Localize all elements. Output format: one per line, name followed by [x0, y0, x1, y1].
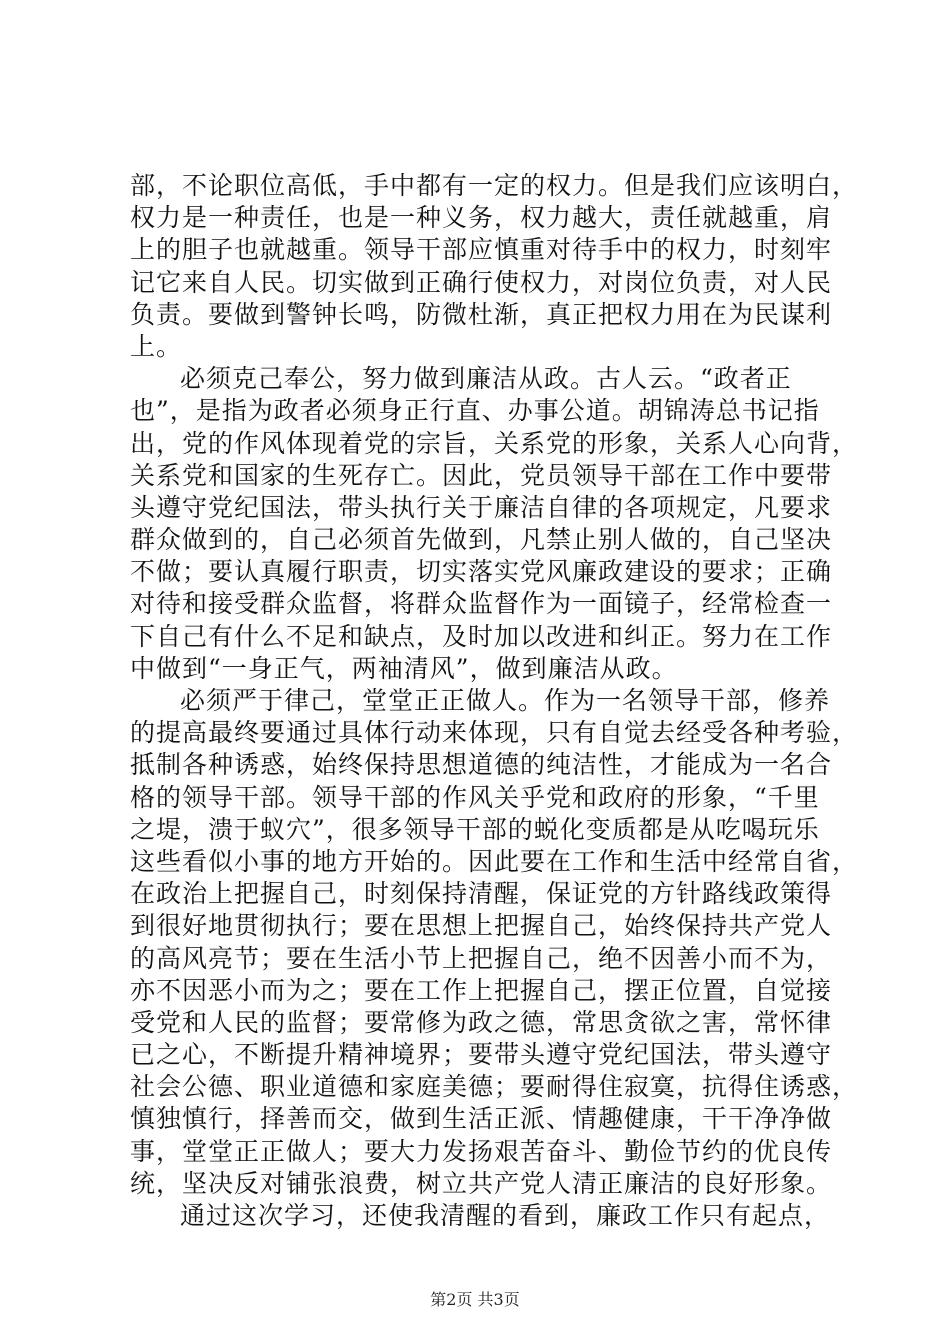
text-line: 必须严于律己，堂堂正正做人。作为一名领导干部，修养 — [180, 686, 831, 715]
text-line: 上。 — [130, 331, 183, 361]
page-footer: 第2页 共3页 — [430, 1290, 520, 1309]
text-line: 通过这次学习，还使我清醒的看到，廉政工作只有起点， — [180, 1201, 831, 1230]
text-line: 中做到“一身正气，两袖清风”，做到廉洁从政。 — [130, 653, 678, 683]
text-line: 负责。要做到警钟长鸣，防微杜渐，真正把权力用在为民谋利 — [130, 299, 833, 329]
text-line: 对待和接受群众监督，将群众监督作为一面镜子，经常检查一 — [130, 589, 833, 619]
text-line: 亦不因恶小而为之；要在工作上把握自己，摆正位置，自觉接 — [130, 975, 833, 1005]
text-line: 头遵守党纪国法，带头执行关于廉洁自律的各项规定，凡要求 — [130, 492, 833, 522]
text-line: 之堤，溃于蚁穴”，很多领导干部的蜕化变质都是从吃喝玩乐 — [130, 814, 820, 844]
text-line: 上的胆子也就越重。领导干部应慎重对待手中的权力，时刻牢 — [130, 235, 833, 265]
text-line: 已之心，不断提升精神境界；要带头遵守党纪国法，带头遵守 — [130, 1040, 833, 1070]
text-line: 下自己有什么不足和缺点，及时加以改进和纠正。努力在工作 — [130, 621, 833, 651]
text-line: 的提高最终要通过具体行动来体现，只有自觉去经受各种考验， — [130, 718, 859, 748]
text-line: 部，不论职位高低，手中都有一定的权力。但是我们应该明白， — [130, 171, 859, 200]
text-line: 在政治上把握自己，时刻保持清醒，保证党的方针路线政策得 — [130, 879, 833, 909]
text-line: 社会公德、职业道德和家庭美德；要耐得住寂寞，抗得住诱惑， — [130, 1072, 859, 1102]
text-line: 出，党的作风体现着党的宗旨，关系党的形象，关系人心向背， — [130, 428, 859, 458]
text-line: 不做；要认真履行职责，切实落实党风廉政建设的要求；正确 — [130, 557, 833, 587]
text-line: 事，堂堂正正做人；要大力发扬艰苦奋斗、勤俭节约的优良传 — [130, 1136, 833, 1166]
text-line: 权力是一种责任，也是一种义务，权力越大，责任就越重，肩 — [130, 203, 833, 233]
text-line: 受党和人民的监督；要常修为政之德，常思贪欲之害，常怀律 — [130, 1007, 833, 1037]
text-line: 慎独慎行，择善而交，做到生活正派、情趣健康，干干净净做 — [130, 1104, 833, 1134]
text-line: 关系党和国家的生死存亡。因此，党员领导干部在工作中要带 — [130, 460, 833, 490]
text-line: 这些看似小事的地方开始的。因此要在工作和生活中经常自省， — [130, 846, 859, 876]
text-line: 格的领导干部。领导干部的作风关乎党和政府的形象，“千里 — [130, 782, 820, 812]
text-line: 必须克己奉公，努力做到廉洁从政。古人云。“政者正 — [180, 364, 792, 394]
text-line: 统，坚决反对铺张浪费，树立共产党人清正廉洁的良好形象。 — [130, 1168, 833, 1198]
text-line: 群众做到的，自己必须首先做到，凡禁止别人做的，自己坚决 — [130, 525, 833, 555]
text-line: 记它来自人民。切实做到正确行使权力，对岗位负责，对人民 — [130, 267, 833, 297]
document-body — [130, 170, 860, 1232]
text-line: 抵制各种诱惑，始终保持思想道德的纯洁性，才能成为一名合 — [130, 750, 833, 780]
text-line: 到很好地贯彻执行；要在思想上把握自己，始终保持共产党人 — [130, 911, 833, 941]
text-line: 也”，是指为政者必须身正行直、办事公道。胡锦涛总书记指 — [130, 396, 820, 426]
text-line: 的高风亮节；要在生活小节上把握自己，绝不因善小而不为， — [130, 943, 833, 973]
